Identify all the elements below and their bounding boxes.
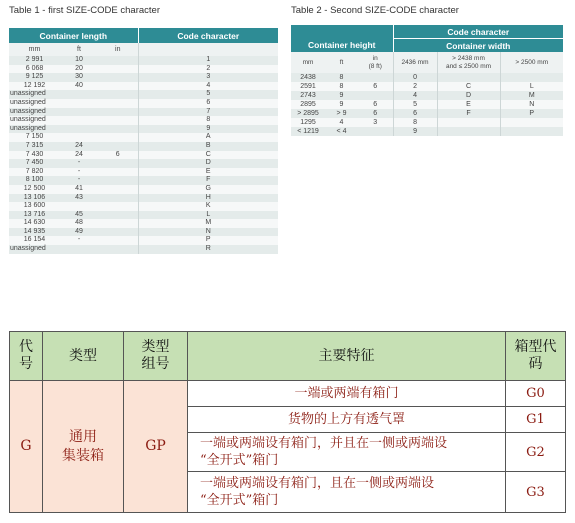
header-type: 类型 xyxy=(43,332,124,381)
header-group-line2: 组号 xyxy=(141,356,170,372)
table2-sub-in xyxy=(358,52,393,73)
table1-cell-code: N xyxy=(138,228,278,237)
table1-row xyxy=(9,151,278,160)
table1-row xyxy=(9,116,278,125)
table2-subheader-row xyxy=(291,52,563,73)
table2-cell-mm: 2895 xyxy=(291,100,325,109)
table1-row xyxy=(9,236,278,245)
feature-line1: 一端或两端设有箱门，且在一侧或两端设 xyxy=(200,476,435,491)
table1-cell-code: F xyxy=(138,176,278,185)
table1-cell-mm: 7 820 xyxy=(9,168,60,177)
table2-cell-in xyxy=(358,127,393,136)
table1-cell-mm: unassigned xyxy=(9,99,60,108)
table1-cell-code: G xyxy=(138,185,278,194)
table2-sub-in-note: (8 ft) xyxy=(368,62,382,70)
table1-cell-mm: unassigned xyxy=(9,125,60,134)
table1-cell-ft: 20 xyxy=(60,65,98,74)
table2-sub-w3: > 2500 mm xyxy=(500,52,563,73)
table1-cell-in xyxy=(98,90,138,99)
type-name-line2: 集装箱 xyxy=(62,447,104,464)
table1-cell-mm: 13 716 xyxy=(9,211,60,220)
table2-cell-w2 xyxy=(437,118,500,127)
table1-cell-code: K xyxy=(138,202,278,211)
table1-row xyxy=(9,73,278,82)
table1-cell-mm: 8 100 xyxy=(9,176,60,185)
table1-cell-code: 3 xyxy=(138,73,278,82)
table2-row xyxy=(291,100,563,109)
feature-cell xyxy=(188,472,506,513)
table1-row xyxy=(9,90,278,99)
table1-cell-in xyxy=(98,211,138,220)
table1-cell-mm: unassigned xyxy=(9,108,60,117)
table1-title: Table 1 - first SIZE-CODE character xyxy=(9,5,160,16)
table1-cell-ft xyxy=(60,99,98,108)
table1-cell-code: C xyxy=(138,151,278,160)
table1-cell-ft: - xyxy=(60,236,98,245)
table2-cell-w1: 0 xyxy=(393,73,437,82)
table2-cell-w3 xyxy=(500,73,563,82)
type-name-line1: 通用 xyxy=(69,428,97,445)
table1-row xyxy=(9,99,278,108)
table1-cell-ft: 10 xyxy=(60,56,98,65)
table1-cell-ft xyxy=(60,125,98,134)
table2-cell-ft: 8 xyxy=(325,82,358,91)
table1-cell-mm: 7 450 xyxy=(9,159,60,168)
table1-subheader-row xyxy=(9,43,278,56)
table1-row xyxy=(9,142,278,151)
table1-cell-mm: 9 125 xyxy=(9,73,60,82)
table1-row xyxy=(9,168,278,177)
table2-row xyxy=(291,73,563,82)
table1-cell-in xyxy=(98,176,138,185)
table1-cell-in xyxy=(98,108,138,117)
table1-row xyxy=(9,185,278,194)
header-box-code-line1: 箱型代 xyxy=(514,339,557,355)
table1-cell-code: B xyxy=(138,142,278,151)
table1-row xyxy=(9,211,278,220)
box-code-cell: G0 xyxy=(506,381,566,407)
table1-row xyxy=(9,245,278,254)
table2-sub-w1: 2436 mm xyxy=(393,52,437,73)
table2-row xyxy=(291,109,563,118)
table1-sub-in: in xyxy=(98,43,138,56)
container-type-header-row xyxy=(10,332,566,381)
table2-cell-w1: 4 xyxy=(393,91,437,100)
table1-cell-in xyxy=(98,133,138,142)
table1-cell-in xyxy=(98,73,138,82)
table2-cell-w3: N xyxy=(500,100,563,109)
table1-cell-code: H xyxy=(138,194,278,203)
table1-cell-code: 1 xyxy=(138,56,278,65)
table1-cell-in: 6 xyxy=(98,151,138,160)
table1-cell-ft: 24 xyxy=(60,142,98,151)
table1-cell-code: 9 xyxy=(138,125,278,134)
table2-row xyxy=(291,118,563,127)
type-name-cell xyxy=(43,381,124,513)
table1-cell-code: M xyxy=(138,219,278,228)
table1-cell-code: 2 xyxy=(138,65,278,74)
table1-cell-ft xyxy=(60,90,98,99)
table1-row xyxy=(9,125,278,134)
table1-row xyxy=(9,108,278,117)
table1-cell-ft: - xyxy=(60,176,98,185)
table1-cell-mm: 7 315 xyxy=(9,142,60,151)
box-code-cell: G1 xyxy=(506,407,566,433)
table1-row xyxy=(9,202,278,211)
table1-cell-ft: 49 xyxy=(60,228,98,237)
table2-cell-mm: 2743 xyxy=(291,91,325,100)
table1-cell-in xyxy=(98,194,138,203)
table1 xyxy=(9,28,278,254)
table1-cell-code: 7 xyxy=(138,108,278,117)
table2-cell-ft: 9 xyxy=(325,100,358,109)
table1-cell-ft: 45 xyxy=(60,211,98,220)
table1-cell-mm: 7 430 xyxy=(9,151,60,160)
type-code-cell: G xyxy=(10,381,43,513)
feature-line2: “全开式”箱门 xyxy=(200,493,279,508)
table1-cell-in xyxy=(98,125,138,134)
table2-cell-mm: > 2895 xyxy=(291,109,325,118)
table1-row xyxy=(9,159,278,168)
table1-row xyxy=(9,228,278,237)
table1-cell-mm: unassigned xyxy=(9,90,60,99)
table1-row xyxy=(9,133,278,142)
table1-cell-ft: - xyxy=(60,159,98,168)
feature-cell xyxy=(188,433,506,472)
table1-cell-in xyxy=(98,168,138,177)
table2-cell-w2: F xyxy=(437,109,500,118)
table2-row xyxy=(291,82,563,91)
table1-cell-in xyxy=(98,236,138,245)
table1-cell-ft: 41 xyxy=(60,185,98,194)
table1-cell-code: 6 xyxy=(138,99,278,108)
table1-cell-mm: 14 935 xyxy=(9,228,60,237)
table1-cell-code: P xyxy=(138,236,278,245)
table1-cell-mm: 12 192 xyxy=(9,82,60,91)
table1-cell-in xyxy=(98,185,138,194)
table2-cell-mm: 2438 xyxy=(291,73,325,82)
table1-header-code: Code character xyxy=(138,28,278,43)
table2-header-code: Code character xyxy=(393,25,563,39)
table2-sub-mm: mm xyxy=(291,52,325,73)
table1-cell-code: 8 xyxy=(138,116,278,125)
table1-cell-code: A xyxy=(138,133,278,142)
table1-cell-code: L xyxy=(138,211,278,220)
table2-cell-w2: D xyxy=(437,91,500,100)
table1-cell-in xyxy=(98,116,138,125)
table2 xyxy=(291,25,563,136)
table2-cell-w1: 5 xyxy=(393,100,437,109)
table1-sub-mm: mm xyxy=(9,43,60,56)
table2-cell-w3 xyxy=(500,118,563,127)
table1-cell-ft: 24 xyxy=(60,151,98,160)
feature-cell: 货物的上方有透气罩 xyxy=(188,407,506,433)
feature-cell: 一端或两端有箱门 xyxy=(188,381,506,407)
table1-cell-mm: 7 150 xyxy=(9,133,60,142)
table2-title: Table 2 - Second SIZE-CODE character xyxy=(291,5,459,16)
table1-header-length: Container length xyxy=(9,28,138,43)
table1-cell-mm: 13 600 xyxy=(9,202,60,211)
table1-row xyxy=(9,82,278,91)
table1-cell-ft xyxy=(60,245,98,254)
container-type-table xyxy=(9,331,566,513)
box-code-cell: G2 xyxy=(506,433,566,472)
table1-cell-in xyxy=(98,202,138,211)
box-code-cell: G3 xyxy=(506,472,566,513)
table2-sub-w2-line2: and ≤ 2500 mm xyxy=(445,62,492,70)
header-code-line2: 号 xyxy=(19,356,33,372)
header-group-line1: 类型 xyxy=(141,339,170,355)
header-group xyxy=(124,332,188,381)
table2-cell-in: 6 xyxy=(358,82,393,91)
table1-cell-ft xyxy=(60,116,98,125)
table2-cell-in: 6 xyxy=(358,100,393,109)
table1-cell-in xyxy=(98,56,138,65)
header-code-line1: 代 xyxy=(19,339,33,355)
table2-cell-in: 3 xyxy=(358,118,393,127)
table1-row xyxy=(9,65,278,74)
table2-header-height: Container height xyxy=(291,25,393,52)
table1-cell-ft xyxy=(60,202,98,211)
table1-cell-in xyxy=(98,65,138,74)
table1-cell-in xyxy=(98,159,138,168)
table2-header-width: Container width xyxy=(393,39,563,53)
table1-cell-mm: 6 068 xyxy=(9,65,60,74)
table1-cell-in xyxy=(98,99,138,108)
table1-sub-ft: ft xyxy=(60,43,98,56)
table2-cell-w2 xyxy=(437,127,500,136)
table1-cell-code: E xyxy=(138,168,278,177)
table2-cell-w2 xyxy=(437,73,500,82)
table2-cell-ft: 4 xyxy=(325,118,358,127)
header-code xyxy=(10,332,43,381)
table2-row xyxy=(291,127,563,136)
table1-cell-ft xyxy=(60,108,98,117)
table2-sub-w2-line1: > 2438 mm xyxy=(452,54,485,62)
table1-cell-in xyxy=(98,142,138,151)
table2-cell-ft: > 9 xyxy=(325,109,358,118)
table1-cell-in xyxy=(98,219,138,228)
table1-cell-mm: 2 991 xyxy=(9,56,60,65)
table2-cell-w1: 2 xyxy=(393,82,437,91)
table2-row xyxy=(291,91,563,100)
container-type-row xyxy=(10,381,566,407)
table2-cell-w1: 9 xyxy=(393,127,437,136)
table1-cell-ft: 40 xyxy=(60,82,98,91)
table1-cell-ft: 43 xyxy=(60,194,98,203)
table2-sub-w2 xyxy=(437,52,500,73)
table1-row xyxy=(9,219,278,228)
table2-cell-in xyxy=(358,73,393,82)
table1-cell-in xyxy=(98,82,138,91)
table2-sub-in-label: in xyxy=(372,54,378,62)
table1-row xyxy=(9,194,278,203)
table2-cell-w1: 8 xyxy=(393,118,437,127)
table1-cell-ft: 48 xyxy=(60,219,98,228)
table2-cell-w3: L xyxy=(500,82,563,91)
header-box-code xyxy=(506,332,566,381)
table2-cell-w3: M xyxy=(500,91,563,100)
table1-cell-code: 5 xyxy=(138,90,278,99)
table2-cell-ft: 9 xyxy=(325,91,358,100)
table1-cell-code: R xyxy=(138,245,278,254)
header-box-code-line2: 码 xyxy=(528,356,543,372)
table1-cell-in xyxy=(98,245,138,254)
table2-cell-w3 xyxy=(500,127,563,136)
table1-cell-code: 4 xyxy=(138,82,278,91)
table1-row xyxy=(9,176,278,185)
header-features: 主要特征 xyxy=(188,332,506,381)
table2-cell-in xyxy=(358,91,393,100)
table2-cell-w2: E xyxy=(437,100,500,109)
table1-cell-mm: unassigned xyxy=(9,116,60,125)
table1-cell-mm: 13 106 xyxy=(9,194,60,203)
table1-cell-in xyxy=(98,228,138,237)
feature-line1: 一端或两端设有箱门，并且在一侧或两端设 xyxy=(200,436,448,451)
table2-cell-mm: 2591 xyxy=(291,82,325,91)
type-group-cell: GP xyxy=(124,381,188,513)
table1-cell-code: D xyxy=(138,159,278,168)
table1-cell-ft: 30 xyxy=(60,73,98,82)
table2-cell-ft: 8 xyxy=(325,73,358,82)
table2-cell-mm: < 1219 xyxy=(291,127,325,136)
table2-cell-in: 6 xyxy=(358,109,393,118)
table2-sub-ft: ft xyxy=(325,52,358,73)
feature-line2: “全开式”箱门 xyxy=(200,453,279,468)
table2-cell-ft: < 4 xyxy=(325,127,358,136)
table1-cell-mm: 16 154 xyxy=(9,236,60,245)
table1-row xyxy=(9,56,278,65)
table1-cell-ft: - xyxy=(60,168,98,177)
table1-cell-mm: 12 500 xyxy=(9,185,60,194)
table1-cell-mm: 14 630 xyxy=(9,219,60,228)
table1-sub-code xyxy=(138,43,278,56)
table1-cell-ft xyxy=(60,133,98,142)
table2-cell-w3: P xyxy=(500,109,563,118)
table2-cell-w2: C xyxy=(437,82,500,91)
table2-cell-mm: 1295 xyxy=(291,118,325,127)
table1-cell-mm: unassigned xyxy=(9,245,60,254)
table2-cell-w1: 6 xyxy=(393,109,437,118)
